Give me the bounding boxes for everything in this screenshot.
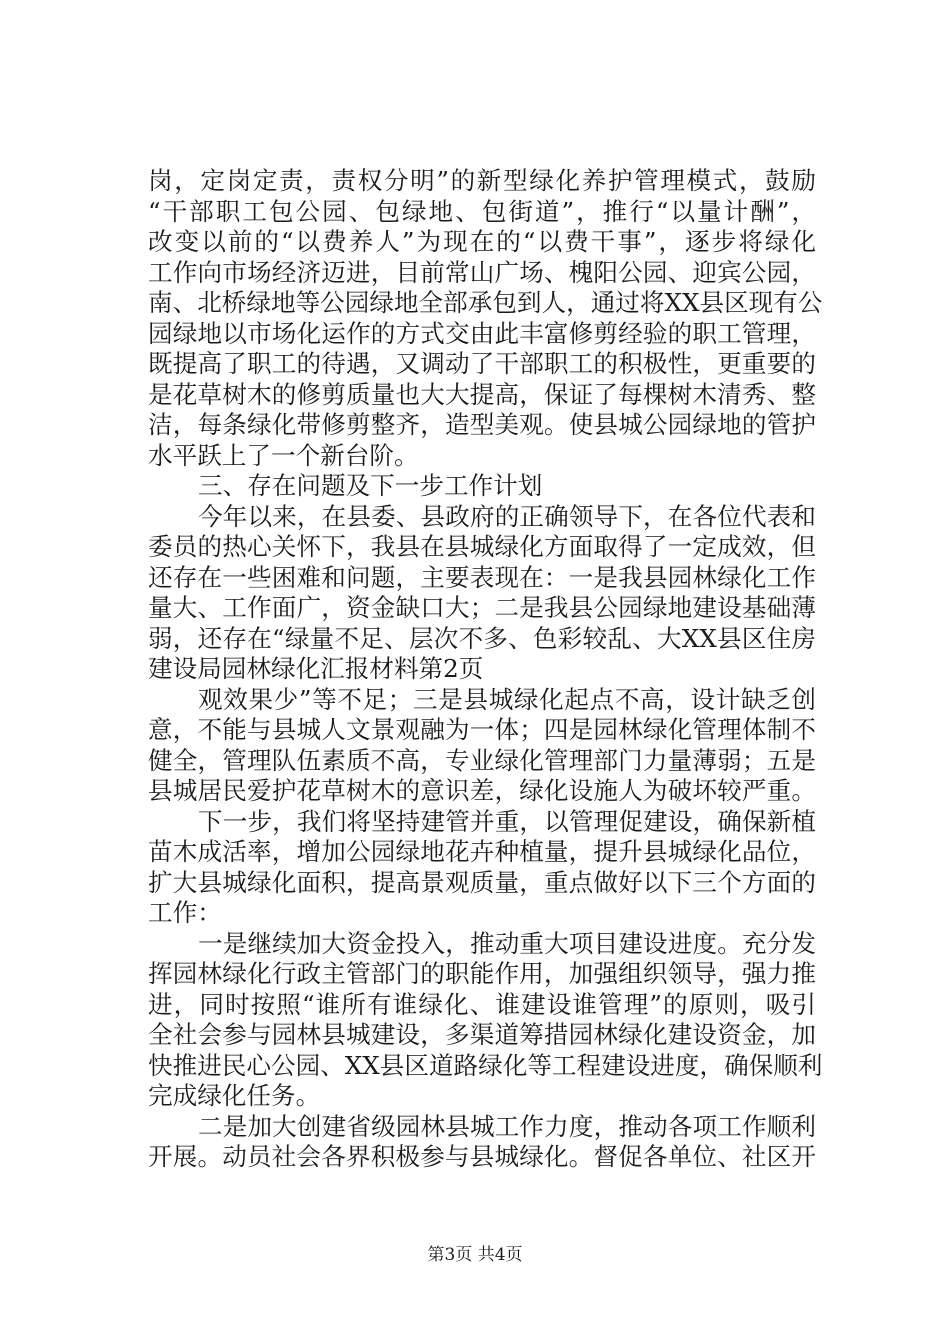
text-line: 园绿地以市场化运作的方式交由此丰富修剪经验的职工管理， <box>148 318 816 348</box>
page-number: 第3页 共4页 <box>427 1245 523 1265</box>
text-line: 二是加大创建省级园林县城工作力度，推动各项工作顺利 <box>198 1111 816 1141</box>
text-line: 南、北桥绿地等公园绿地全部承包到人，通过将XX县区现有公 <box>148 288 823 317</box>
text-line: 水平跃上了一个新台阶。 <box>148 440 419 470</box>
text-line: 观效果少”等不足；三是县城绿化起点不高，设计缺乏创 <box>198 684 816 714</box>
text-line: 量大、工作面广，资金缺口大；二是我县公园绿地建设基础薄 <box>148 593 816 622</box>
text-line: “干部职工包公园、包绿地、包街道”，推行“以量计酬”， <box>148 196 816 226</box>
text-line: 委员的热心关怀下，我县在县城绿化方面取得了一定成效，但 <box>148 532 816 561</box>
text-line: 挥园林绿化行政主管部门的职能作用，加强组织领导，强力推 <box>148 959 816 988</box>
text-line: 是花草树木的修剪质量也大大提高，保证了每棵树木清秀、整 <box>148 379 816 409</box>
text-line: 健全，管理队伍素质不高，专业绿化管理部门力量薄弱；五是 <box>148 745 816 775</box>
text-line: 洁，每条绿化带修剪整齐，造型美观。使县城公园绿地的管护 <box>148 410 816 439</box>
page-footer <box>0 1244 950 1266</box>
text-line: 今年以来，在县委、县政府的正确领导下，在各位代表和 <box>198 501 816 531</box>
text-line: 县城居民爱护花草树木的意识差，绿化设施人为破坏较严重。 <box>148 776 816 805</box>
text-line: 还存在一些困难和问题，主要表现在：一是我县园林绿化工作 <box>148 562 816 592</box>
text-line: 三、存在问题及下一步工作计划 <box>198 471 543 500</box>
text-line: 扩大县城绿化面积，提高景观质量，重点做好以下三个方面的 <box>148 867 816 897</box>
document-body <box>148 166 823 1173</box>
text-line: 快推进民心公园、XX县区道路绿化等工程建设进度，确保顺利 <box>148 1050 823 1080</box>
text-line: 开展。动员社会各界积极参与县城绿化。督促各单位、社区开 <box>148 1142 816 1171</box>
text-line: 苗木成活率，增加公园绿地花卉种植量，提升县城绿化品位， <box>148 837 816 866</box>
text-line: 岗，定岗定责，责权分明”的新型绿化养护管理模式，鼓励 <box>148 166 816 195</box>
text-line: 一是继续加大资金投入，推动重大项目建设进度。充分发 <box>198 928 816 958</box>
text-line: 完成绿化任务。 <box>148 1081 321 1110</box>
text-line: 全社会参与园林县城建设，多渠道筹措园林绿化建设资金，加 <box>148 1020 816 1049</box>
text-line: 下一步，我们将坚持建管并重，以管理促建设，确保新植 <box>198 806 816 836</box>
text-line: 改变以前的“以费养人”为现在的“以费干事”，逐步将绿化 <box>148 227 816 256</box>
text-line: 弱，还存在“绿量不足、层次不多、色彩较乱、大XX县区住房 <box>148 623 816 653</box>
text-line: 意，不能与县城人文景观融为一体；四是园林绿化管理体制不 <box>148 715 816 744</box>
text-line: 进，同时按照“谁所有谁绿化、谁建设谁管理”的原则，吸引 <box>148 989 816 1019</box>
text-line: 既提高了职工的待遇，又调动了干部职工的积极性，更重要的 <box>148 349 816 378</box>
text-line: 建设局园林绿化汇报材料第2页 <box>148 654 484 683</box>
text-line: 工作向市场经济迈进，目前常山广场、槐阳公园、迎宾公园， <box>148 257 816 287</box>
text-line: 工作： <box>148 898 222 927</box>
